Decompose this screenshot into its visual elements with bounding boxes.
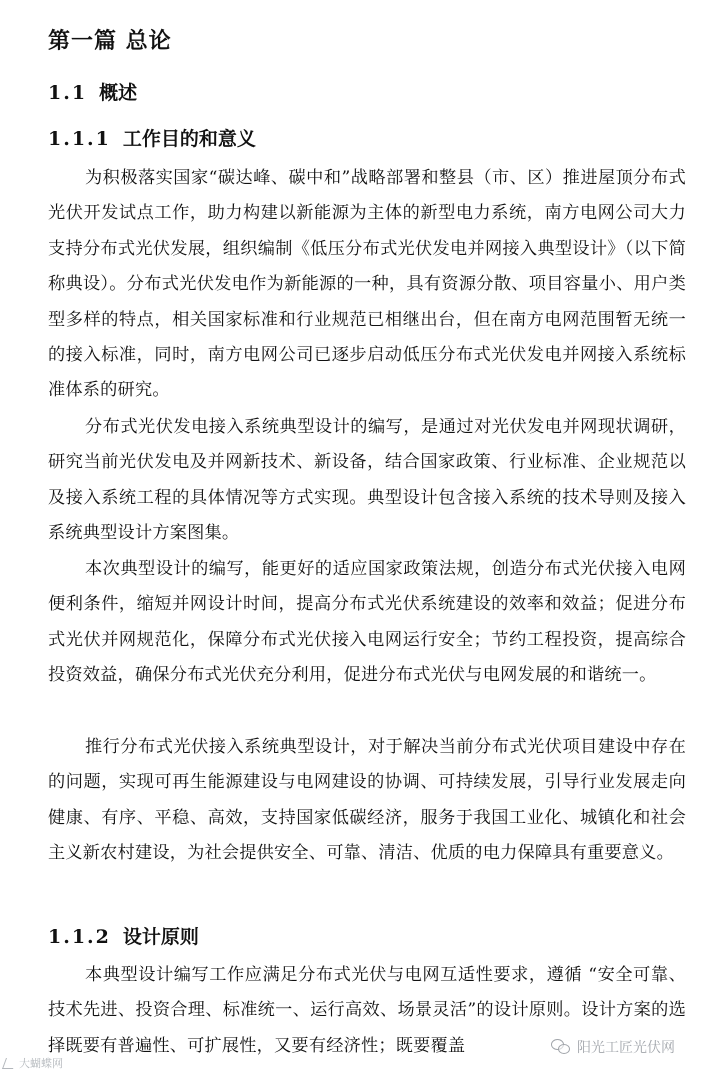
watermark-left-text: 大蝴蝶网: [19, 1057, 63, 1070]
section-number: 1.1: [48, 82, 88, 104]
watermark-right-text: 阳光工匠光伏网: [577, 1040, 675, 1056]
paragraph-purpose-1: 为积极落实国家“碳达峰、碳中和”战略部署和整县（市、区）推进屋顶分布式光伏开发试点工作，助力构建以新能源为主体的新型电力系统，南方电网公司大力支持分布式光伏发展，组织编制《低压分布式光伏发电并网接入典型设计》（以下简称典设）。分布式光伏发电作为新能源的一种，具有资源分散、项目容量小、用户类型多样的特点，相关国家标准和行业规范已相继出台，但在南方电网范围暂无统一的接入标准，同时，南方电网公司已逐步启动低压分布式光伏发电并网接入系统标准体系的研究。: [48, 168, 686, 401]
paragraph-principles-1: 本典型设计编写工作应满足分布式光伏与电网互适性要求，遵循 “安全可靠、技术先进、投资合理、标准统一、运行高效、场景灵活”的设计原则。设计方案的选择既要有普遍性、可扩展性，又要有经济性；既要覆盖: [48, 965, 686, 1056]
section-number: 1.1.1: [48, 128, 111, 150]
section-title: 工作目的和意义: [122, 128, 256, 150]
paragraph-purpose-4: 推行分布式光伏接入系统典型设计，对于解决当前分布式光伏项目建设中存在的问题，实现可再生能源建设与电网建设的协调、可持续发展，引导行业发展走向健康、有序、平稳、高效，支持国家低碳经济，服务于我国工业化、城镇化和社会主义新农村建设，为社会提供安全、可靠、清洁、优质的电力保障具有重要意义。: [48, 737, 686, 864]
section-title: 设计原则: [122, 926, 199, 948]
pen-icon: [2, 1058, 17, 1069]
section-heading-overview: [48, 78, 137, 105]
watermark-left: [4, 1055, 63, 1071]
section-heading-purpose: [48, 124, 256, 151]
paragraph-purpose-2: 分布式光伏发电接入系统典型设计的编写，是通过对光伏发电并网现状调研，研究当前光伏发电及并网新技术、新设备，结合国家政策、行业标准、企业规范以及接入系统工程的具体情况等方式实现。典型设计包含接入系统的技术导则及接入系统典型设计方案图集。: [48, 417, 686, 544]
paragraph-purpose-3: 本次典型设计的编写，能更好的适应国家政策法规，创造分布式光伏接入电网便利条件，缩短并网设计时间，提高分布式光伏系统建设的效率和效益；促进分布式光伏并网规范化，保障分布式光伏接入电网运行安全；节约工程投资，提高综合投资效益，确保分布式光伏充分利用，促进分布式光伏与电网发展的和谐统一。: [48, 559, 686, 686]
section-title: 概述: [99, 82, 138, 104]
part-title: 第一篇 总论: [48, 28, 172, 54]
wechat-icon: [551, 1039, 571, 1055]
section-number: 1.1.2: [48, 926, 111, 948]
watermark-right: [551, 1037, 675, 1057]
section-heading-principles: [48, 922, 199, 949]
